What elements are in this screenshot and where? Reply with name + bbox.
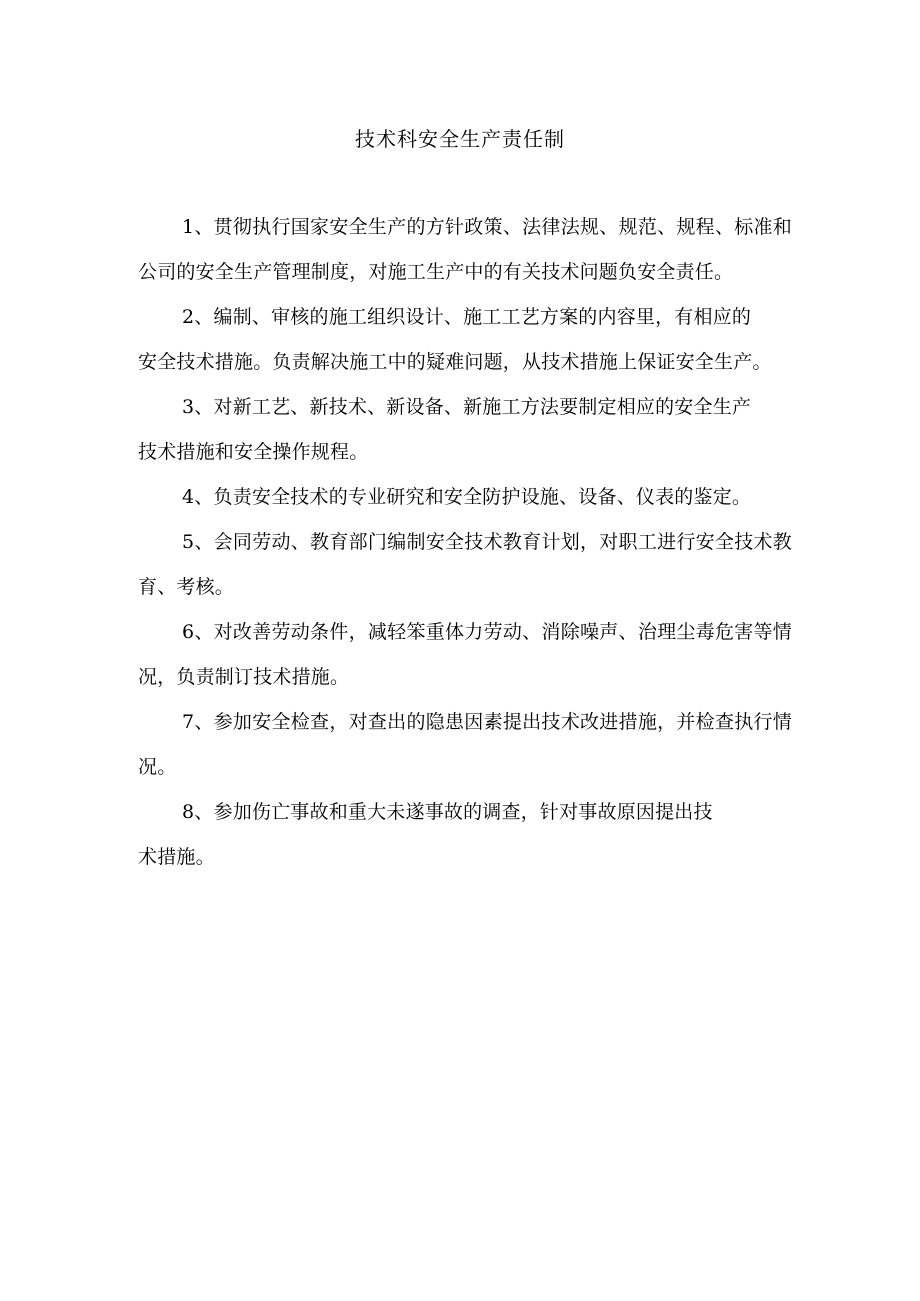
clause-7: 7、参加安全检查，对查出的隐患因素提出技术改进措施，并检查执行情况。 — [138, 711, 792, 778]
clause-list — [138, 205, 792, 880]
clause-5: 5、会同劳动、教育部门编制安全技术教育计划，对职工进行安全技术教育、考核。 — [138, 531, 792, 598]
document-title: 技术科安全生产责任制 — [355, 127, 565, 151]
clause-4: 4、负责安全技术的专业研究和安全防护设施、设备、仪表的鉴定。 — [182, 486, 752, 508]
clause-8: 8、参加伤亡事故和重大未遂事故的调查，针对事故原因提出技 术措施。 — [138, 801, 713, 868]
clause-3: 3、对新工艺、新技术、新设备、新施工方法要制定相应的安全生产 技术措施和安全操作规程。 — [138, 396, 752, 463]
clause-1: 1、贯彻执行国家安全生产的方针政策、法律法规、规范、规程、标准和公司的安全生产管理制度，对施工生产中的有关技术问题负安全责任。 — [138, 216, 792, 283]
clause-2: 2、编制、审核的施工组织设计、施工工艺方案的内容里，有相应的 安全技术措施。负责解决施工中的疑难问题，从技术措施上保证安全生产。 — [138, 306, 772, 373]
clause-6: 6、对改善劳动条件，减轻笨重体力劳动、消除噪声、治理尘毒危害等情况，负责制订技术措施。 — [138, 621, 792, 688]
